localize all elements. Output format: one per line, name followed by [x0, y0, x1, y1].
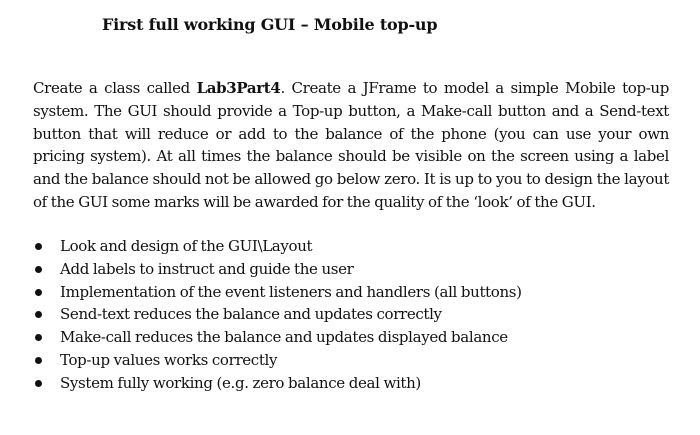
paragraph-text-start: Create a class called [33, 79, 197, 97]
bullet-icon [35, 334, 42, 341]
list-item-text: System fully working (e.g. zero balance deal with) [60, 373, 421, 392]
class-name-bold: Lab3Part4 [196, 79, 281, 97]
list-item-text: Add labels to instruct and guide the user [60, 259, 354, 278]
list-item [33, 372, 522, 395]
bullet-icon [35, 243, 42, 250]
list-item [33, 258, 522, 281]
bullet-icon [35, 311, 42, 318]
paragraph-text-rest: . Create a JFrame to model a simple Mobile top-up system. The GUI should provide a Top-up button, a Make-call button and a Send-text button that will reduce or add to the balance of the phone (you can use your own pricing system). At all times the balance should be visible on the screen using a label and the balance should not be allowed go below zero. It is up to you to design the layout of the GUI some marks will be awarded for the quality of the ‘look’ of the GUI. [33, 79, 669, 211]
document-title: First full working GUI – Mobile top-up [102, 15, 438, 34]
list-item [33, 303, 522, 326]
marking-criteria-list [33, 235, 522, 395]
bullet-icon [35, 357, 42, 364]
bullet-icon [35, 266, 42, 273]
bullet-icon [35, 380, 42, 387]
list-item [33, 349, 522, 372]
list-item-text: Top-up values works correctly [60, 350, 278, 369]
list-item-text: Implementation of the event listeners and handlers (all buttons) [60, 282, 522, 301]
list-item [33, 235, 522, 258]
assignment-paragraph [33, 77, 669, 214]
list-item-text: Look and design of the GUI\Layout [60, 237, 313, 255]
list-item-text: Send-text reduces the balance and updates correctly [60, 305, 442, 324]
list-item [33, 281, 522, 304]
bullet-icon [35, 289, 42, 296]
list-item-text: Make-call reduces the balance and updates displayed balance [60, 328, 508, 347]
list-item [33, 326, 522, 349]
